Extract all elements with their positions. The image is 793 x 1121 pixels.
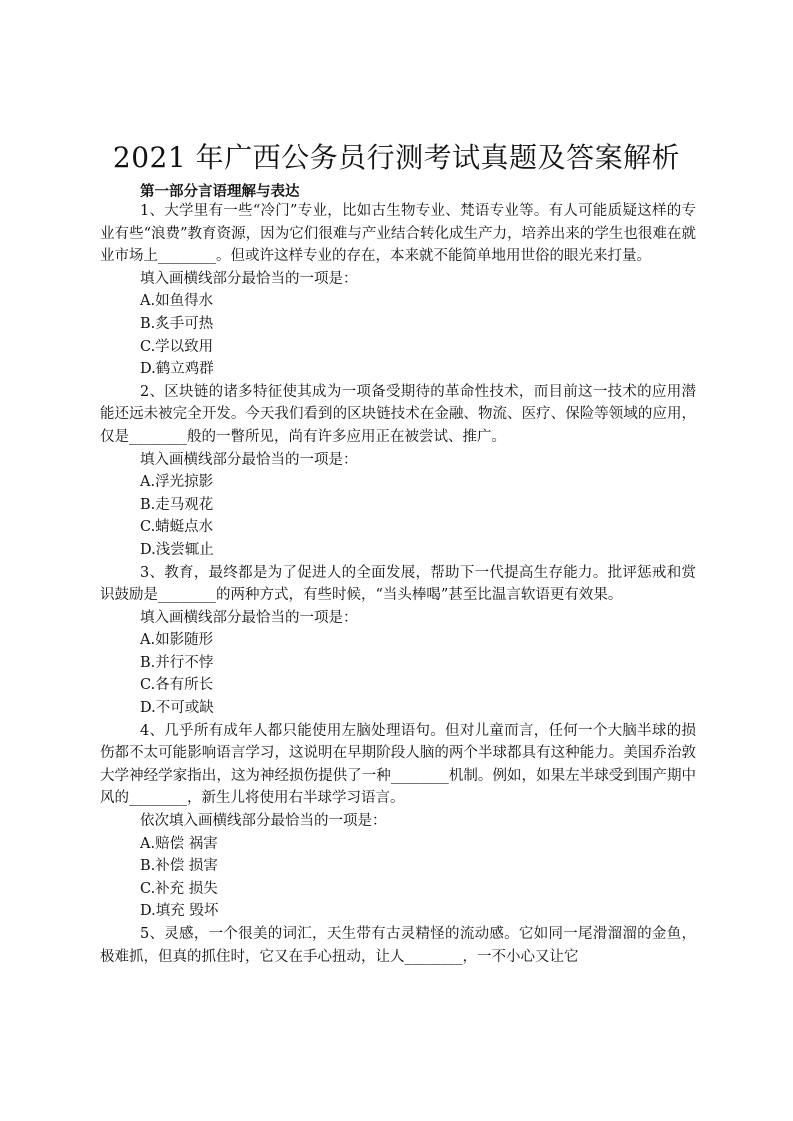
option-b: B.并行不悖 bbox=[140, 654, 214, 671]
option-a: A.浮光掠影 bbox=[140, 474, 214, 491]
question-5 bbox=[100, 923, 696, 968]
question-prompt: 填入画横线部分最恰当的一项是： bbox=[140, 609, 358, 626]
question-stem: 3、教育，最终都是为了促进人的全面发展，帮助下一代提高生存能力。批评惩戒和赏识鼓励是________的两种方式，有些时候，“当头棒喝”甚至比温言软语更有效果。 bbox=[100, 564, 696, 604]
question-stem: 4、几乎所有成年人都只能使用左脑处理语句。但对儿童而言，任何一个大脑半球的损伤都不太可能影响语言学习，这说明在早期阶段人脑的两个半球都具有这种能力。美国乔治敦大学神经学家指出，这为神经损伤提供了一种________机制。例如，如果左半球受到围产期中风的________，新生儿将使用右半球学习语言。 bbox=[100, 722, 696, 807]
option-b: B.走马观花 bbox=[140, 496, 214, 513]
question-stem: 2、区块链的诸多特征使其成为一项备受期待的革命性技术，而目前这一技术的应用潜能还远未被完全开发。今天我们看到的区块链技术在金融、物流、医疗、保险等领域的应用，仅是________般的一瞥所见，尚有许多应用正在被尝试、推广。 bbox=[100, 383, 696, 445]
question-1 bbox=[100, 200, 696, 381]
option-c: C.补充 损失 bbox=[140, 880, 218, 897]
option-a: A.如鱼得水 bbox=[140, 293, 214, 310]
option-b: B.炙手可热 bbox=[140, 315, 214, 332]
option-c: C.蜻蜓点水 bbox=[140, 519, 214, 536]
question-4 bbox=[100, 720, 696, 923]
question-prompt: 填入画横线部分最恰当的一项是： bbox=[140, 270, 358, 287]
question-list bbox=[100, 200, 696, 968]
option-d: D.鹤立鸡群 bbox=[140, 361, 214, 378]
option-a: A.如影随形 bbox=[140, 632, 214, 649]
option-c: C.学以致用 bbox=[140, 338, 214, 355]
option-c: C.各有所长 bbox=[140, 677, 214, 694]
section-heading: 第一部分言语理解与表达 bbox=[140, 183, 300, 200]
option-a: A.赔偿 祸害 bbox=[140, 835, 218, 852]
page-title: 2021 年广西公务员行测考试真题及答案解析 bbox=[112, 141, 681, 174]
question-stem: 1、大学里有一些“冷门”专业，比如古生物专业、梵语专业等。有人可能质疑这样的专业有些“浪费”教育资源，因为它们很难与产业结合转化成生产力，培养出来的学生也很难在就业市场上________。但或许这样专业的存在，本来就不能简单地用世俗的眼光来打量。 bbox=[100, 203, 696, 265]
option-b: B.补偿 损害 bbox=[140, 858, 218, 875]
option-d: D.不可或缺 bbox=[140, 700, 214, 717]
option-d: D.填充 毁坏 bbox=[140, 903, 219, 920]
question-prompt: 填入画横线部分最恰当的一项是： bbox=[140, 451, 358, 468]
question-prompt: 依次填入画横线部分最恰当的一项是： bbox=[140, 813, 387, 830]
question-stem: 5、灵感，一个很美的词汇，天生带有古灵精怪的流动感。它如同一尾滑溜溜的金鱼，极难抓，但真的抓住时，它又在手心扭动，让人________，一不小心又让它 bbox=[100, 926, 696, 965]
question-2 bbox=[100, 381, 696, 562]
question-3 bbox=[100, 562, 696, 720]
option-d: D.浅尝辄止 bbox=[140, 541, 214, 558]
